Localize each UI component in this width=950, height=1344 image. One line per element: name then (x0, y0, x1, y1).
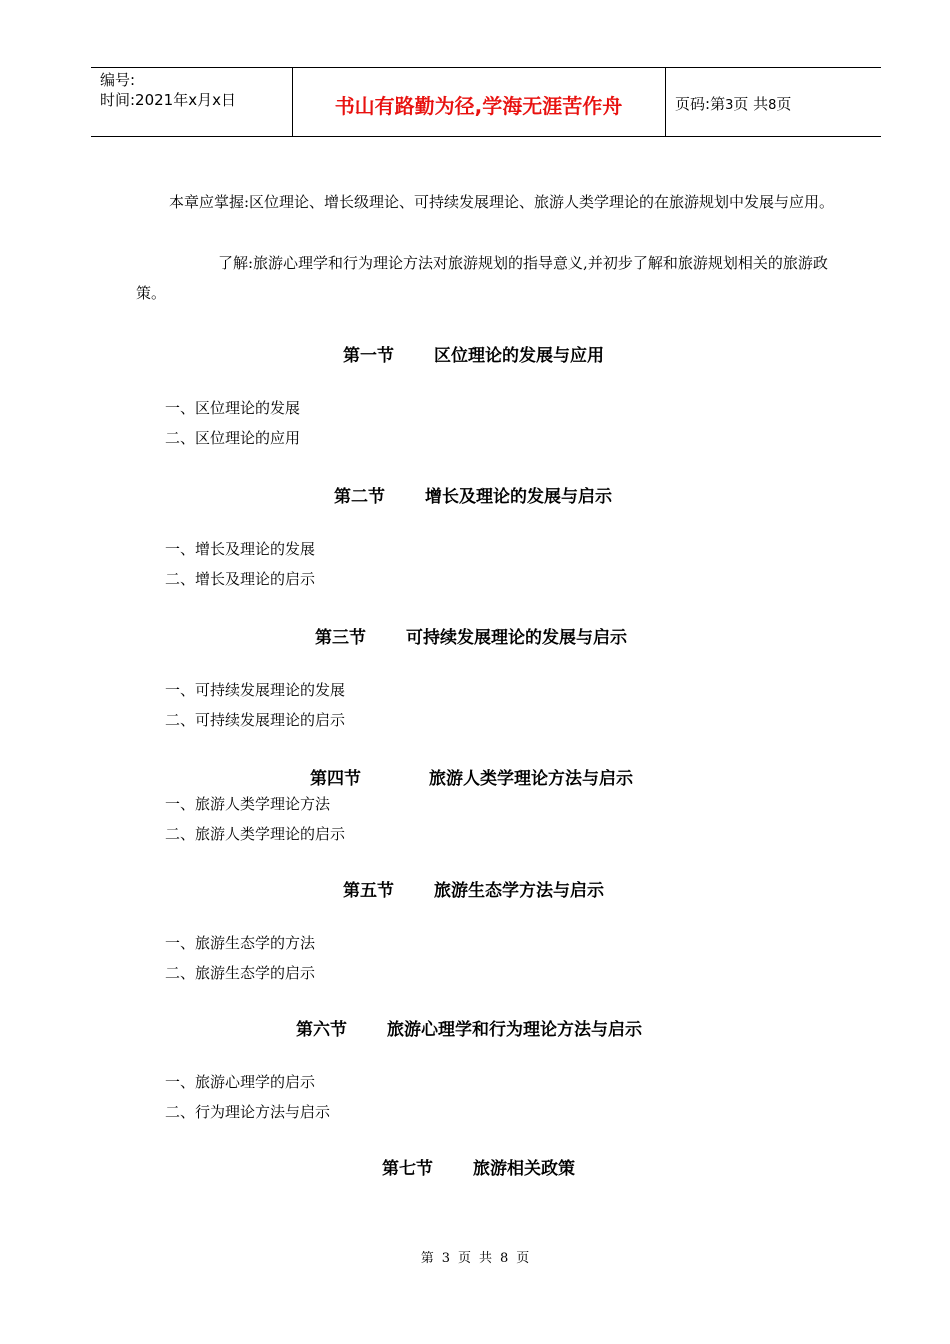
section-label: 第三节 (315, 628, 366, 648)
header-meta (100, 70, 236, 110)
page-number: 3 (725, 98, 734, 113)
section-label: 第七节 (382, 1159, 433, 1179)
section-label: 第四节 (310, 769, 361, 789)
section-label: 第一节 (343, 346, 394, 366)
intro-paragraph-1 (136, 187, 836, 217)
page-text-pre: 第 (710, 95, 726, 113)
list-item: 二、旅游生态学的启示 (165, 964, 316, 982)
intro-text: 本章应掌握:区位理论、增长级理论、可持续发展理论、旅游人类学理论的在旅游规划中发展与应用。 (169, 193, 835, 211)
list-item: 二、可持续发展理论的启示 (165, 711, 346, 729)
intro-text: 了解:旅游心理学和行为理论方法对旅游规划的指导意义,并初步了解和旅游规划相关的旅游政策。 (136, 254, 828, 302)
section-title (343, 876, 604, 901)
page-total: 8 (768, 98, 777, 113)
section-name: 区位理论的发展与应用 (434, 346, 604, 366)
list-item: 二、行为理论方法与启示 (165, 1103, 331, 1121)
footer-page-number: 3 (441, 1251, 450, 1266)
footer-mid2: 共 (479, 1251, 493, 1266)
number-label: 编号: (100, 71, 136, 89)
section-label: 第五节 (343, 881, 394, 901)
page-text-mid: 页 共 (733, 95, 769, 113)
list-item: 二、区位理论的应用 (165, 429, 301, 447)
section-label: 第六节 (296, 1020, 347, 1040)
section-label: 第二节 (334, 487, 385, 507)
section-name: 旅游相关政策 (473, 1159, 575, 1179)
header-motto: 书山有路勤为径,学海无涯苦作舟 (334, 94, 623, 118)
list-item: 一、旅游人类学理论方法 (165, 795, 331, 813)
intro-paragraph-2 (136, 248, 836, 308)
list-item: 一、旅游生态学的方法 (165, 934, 316, 952)
footer-pre: 第 (420, 1251, 434, 1266)
footer-page-total: 8 (500, 1251, 509, 1266)
section-name: 增长及理论的发展与启示 (425, 487, 612, 507)
list-item: 二、旅游人类学理论的启示 (165, 825, 346, 843)
list-item: 一、区位理论的发展 (165, 399, 301, 417)
section-title (382, 1154, 575, 1179)
section-title (296, 1015, 642, 1040)
time-label: 时间:2021年x月x日 (100, 91, 236, 109)
section-title (310, 764, 633, 789)
page-label: 页码: (675, 95, 711, 113)
section-name: 可持续发展理论的发展与启示 (406, 628, 627, 648)
section-title (315, 623, 627, 648)
section-name: 旅游人类学理论方法与启示 (429, 769, 633, 789)
header-divider (665, 68, 666, 136)
page-footer (0, 1247, 950, 1266)
header-page-info (675, 93, 791, 114)
footer-post: 页 (516, 1251, 530, 1266)
section-title (343, 341, 604, 366)
section-title (334, 482, 612, 507)
section-name: 旅游生态学方法与启示 (434, 881, 604, 901)
list-item: 一、旅游心理学的启示 (165, 1073, 316, 1091)
list-item: 二、增长及理论的启示 (165, 570, 316, 588)
list-item: 一、增长及理论的发展 (165, 540, 316, 558)
footer-mid1: 页 (457, 1251, 471, 1266)
document-header (91, 67, 881, 137)
page-text-post: 页 (776, 95, 792, 113)
list-item: 一、可持续发展理论的发展 (165, 681, 346, 699)
section-name: 旅游心理学和行为理论方法与启示 (387, 1020, 642, 1040)
